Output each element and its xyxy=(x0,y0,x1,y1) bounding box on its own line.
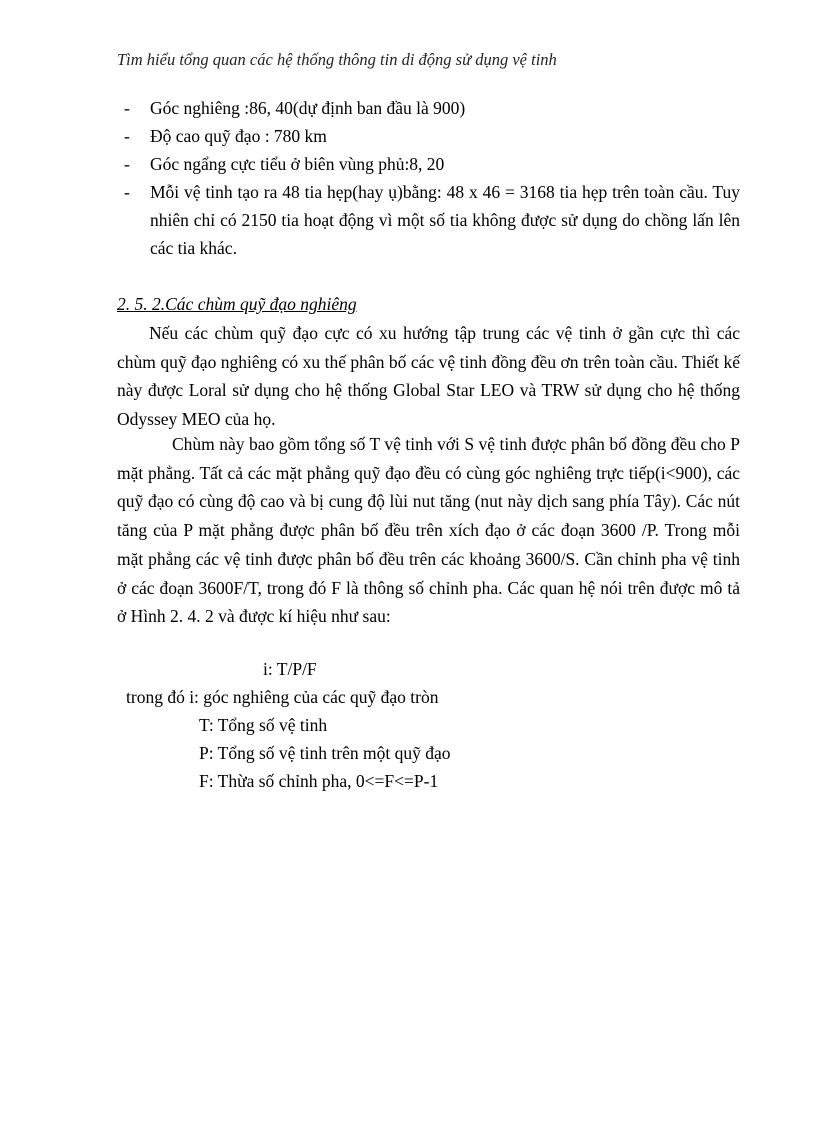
bullet-dash: - xyxy=(124,182,130,202)
definition-f: F: Thừa số chỉnh pha, 0<=F<=P-1 xyxy=(199,771,439,791)
bullet-item xyxy=(124,122,740,150)
bullet-item xyxy=(124,150,740,178)
definitions-intro: trong đó i: góc nghiêng của các quỹ đạo tròn xyxy=(126,687,439,707)
bullet-text: Mỗi vệ tinh tạo ra 48 tia hẹp(hay ụ)bằng: 48 x 46 = 3168 tia hẹp trên toàn cầu. Tuy nhiên chỉ có 2150 tia hoạt động vì một số tia không được sử dụng do chồng lấn lên các tia khác. xyxy=(150,182,740,258)
body-paragraph-1: Nếu các chùm quỹ đạo cực có xu hướng tập trung các vệ tinh ở gần cực thì các chùm quỹ đạo nghiêng có xu thế phân bố các vệ tinh đồng đều ơn trên toàn cầu. Thiết kế này được Loral sử dụng cho hệ thống Global Star LEO và TRW sử dụng cho hệ thống Odyssey MEO của họ. xyxy=(117,323,740,430)
bullet-dash: - xyxy=(124,154,130,174)
definition-t: T: Tổng số vệ tinh xyxy=(199,715,328,735)
bullet-dash: - xyxy=(124,98,130,118)
bullet-list xyxy=(124,94,740,262)
bullet-dash: - xyxy=(124,126,130,146)
section-heading: 2. 5. 2.Các chùm quỹ đạo nghiêng xyxy=(117,294,357,314)
definition-p: P: Tổng số vệ tinh trên một quỹ đạo xyxy=(199,743,451,763)
running-header: Tìm hiểu tổng quan các hệ thống thông tin di động sử dụng vệ tinh xyxy=(117,50,557,69)
bullet-item xyxy=(124,94,740,122)
bullet-text: Góc nghiêng :86, 40(dự định ban đầu là 900) xyxy=(150,98,466,118)
bullet-item xyxy=(124,178,740,262)
bullet-text: Độ cao quỹ đạo : 780 km xyxy=(150,126,327,146)
body-paragraph-2: Chùm này bao gồm tổng số T vệ tinh với S vệ tinh được phân bố đồng đều cho P mặt phẳng. Tất cả các mặt phẳng quỹ đạo đều có cùng góc nghiêng trực tiếp(i<900), các quỹ đạo có cùng độ cao và bị cung độ lùi nut tăng (nut này dịch sang phía Tây). Các nút tăng của P mặt phẳng được phân bố đều trên xích đạo ở các đoạn 3600 /P. Trong mỗi mặt phẳng các vệ tinh được phân bố đều trên các khoảng 3600/S. Cần chỉnh pha vệ tinh ở các đoạn 3600F/T, trong đó F là thông số chỉnh pha. Các quan hệ nói trên được mô tả ở Hình 2. 4. 2 và được kí hiệu như sau: xyxy=(117,434,740,627)
constellation-notation: i: T/P/F xyxy=(263,659,317,679)
bullet-text: Góc ngẩng cực tiểu ở biên vùng phủ:8, 20 xyxy=(150,154,445,174)
